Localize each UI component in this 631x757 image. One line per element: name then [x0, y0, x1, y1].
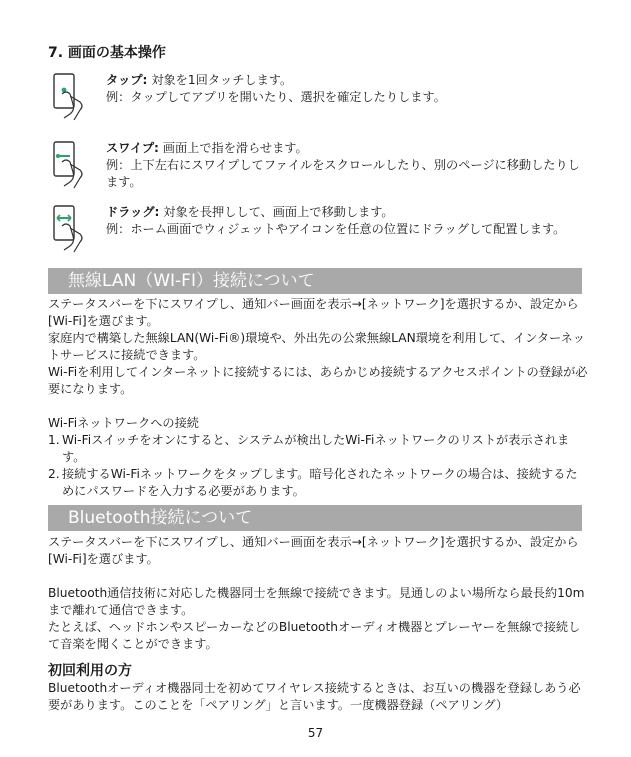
bluetooth-paragraph: ステータスバーを下にスワイプし、通知バー画面を表示→[ネットワーク]を選択するか、設定から[Wi-Fi]を選びます。 — [48, 535, 579, 566]
first-use-heading: 初回利用の方 — [48, 663, 132, 679]
drag-gesture-icon — [48, 204, 98, 256]
gesture-example: 例：上下左右にスワイプしてファイルをスクロールしたり、別のページに移動したりします。 — [106, 158, 580, 189]
swipe-gesture-icon — [48, 140, 98, 192]
wifi-section-title: 無線LAN（WI-FI）接続について — [48, 268, 582, 294]
gesture-desc: 対象を1回タッチします。 — [151, 73, 293, 87]
bluetooth-section-title: Bluetooth接続について — [48, 505, 582, 531]
section-heading: 7. 画面の基本操作 — [48, 45, 166, 61]
wifi-section-body — [48, 296, 588, 500]
wifi-steps-list — [48, 432, 588, 500]
list-item — [48, 466, 588, 500]
wifi-paragraph: 家庭内で構築した無線LAN(Wi-Fi®)環境や、外出先の公衆無線LAN環境を利用して、インターネットサービスに接続できます。 — [48, 331, 585, 362]
step-text: 接続するWi-Fiネットワークをタップします。暗号化されたネットワークの場合は、接続するためにパスワードを入力する必要があります。 — [62, 467, 578, 498]
gesture-desc: 対象を長押しして、画面上で移動します。 — [163, 205, 394, 219]
bluetooth-paragraph: Bluetoothオーディオ機器同士を初めてワイヤレス接続するときは、お互いの機器を登録しあう必要があります。このことを「ペアリング」と言います。一度機器登録（ペアリング） — [48, 681, 581, 712]
step-number: 2. — [48, 467, 60, 481]
list-item — [48, 432, 588, 466]
wifi-connect-heading: Wi-Fiネットワークへの接続 — [48, 416, 199, 430]
tap-gesture-icon — [48, 72, 98, 124]
gesture-label: スワイプ: — [106, 141, 159, 155]
gesture-desc: 画面上で指を滑らせます。 — [162, 141, 308, 155]
gesture-example: 例：タップしてアプリを開いたり、選択を確定したりします。 — [106, 90, 446, 104]
bluetooth-paragraph: たとえば、ヘッドホンやスピーカーなどのBluetoothオーディオ機器とプレーヤーを無線で接続して音楽を聞くことができます。 — [48, 620, 581, 651]
page-number: 57 — [307, 726, 324, 740]
first-use-body — [48, 680, 588, 714]
gesture-label: ドラッグ: — [106, 205, 160, 219]
gesture-example: 例：ホーム画面でウィジェットやアイコンを任意の位置にドラッグして配置します。 — [106, 222, 566, 236]
step-text: Wi-Fiスイッチをオンにすると、システムが検出したWi-Fiネットワークのリストが表示されます。 — [62, 433, 570, 464]
bluetooth-paragraph: Bluetooth通信技術に対応した機器同士を無線で接続できます。見通しのよい場所なら最長約10mまで離れて通信できます。 — [48, 586, 585, 617]
wifi-paragraph: Wi-Fiを利用してインターネットに接続するには、あらかじめ接続するアクセスポイントの登録が必要になります。 — [48, 365, 588, 396]
step-number: 1. — [48, 433, 60, 447]
gesture-label: タップ: — [106, 73, 148, 87]
wifi-paragraph: ステータスバーを下にスワイプし、通知バー画面を表示→[ネットワーク]を選択するか、設定から[Wi-Fi]を選びます。 — [48, 297, 579, 328]
bluetooth-section-body — [48, 534, 588, 653]
